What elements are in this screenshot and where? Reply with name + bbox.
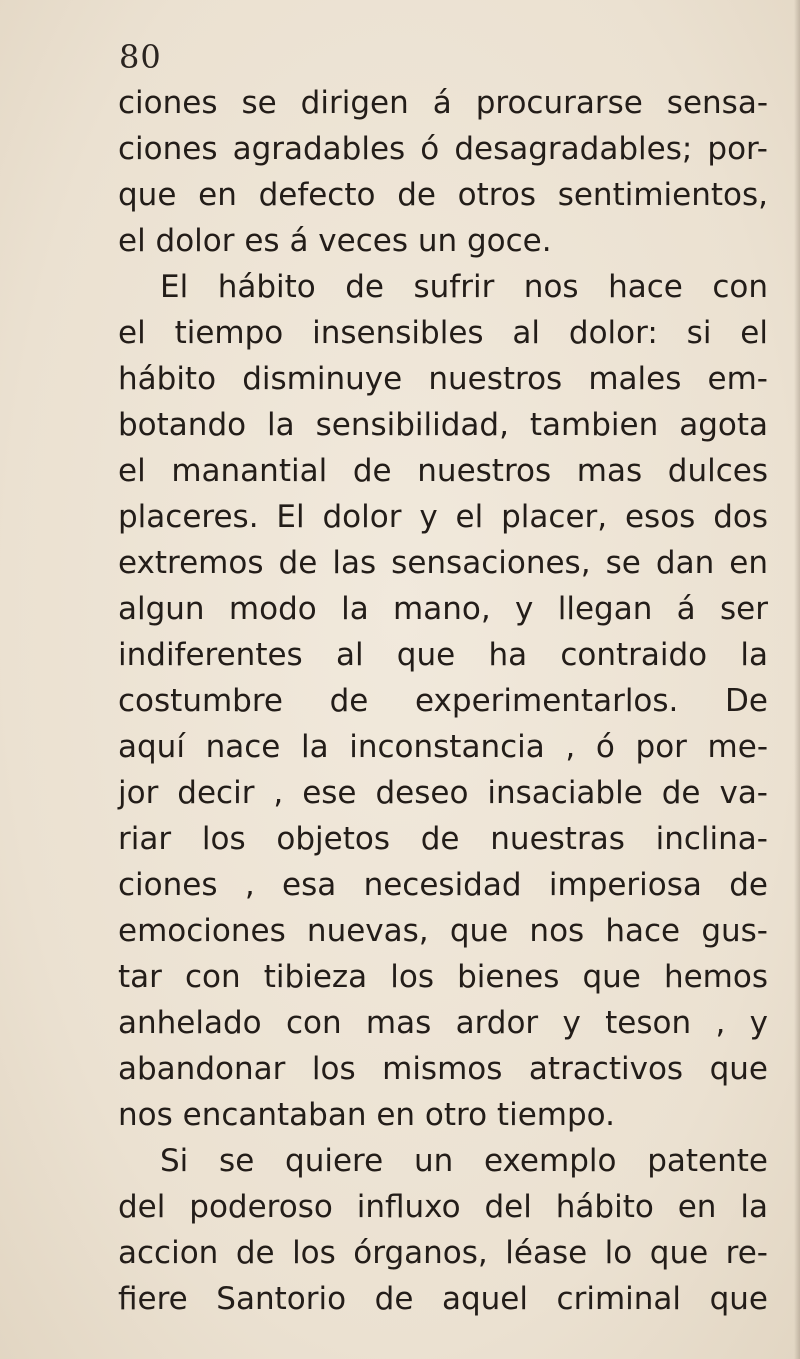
text-line: costumbre de experimentarlos. De <box>118 683 768 719</box>
text-line: tar con tibieza los bienes que hemos <box>118 959 768 995</box>
text-line: aquí nace la inconstancia , ó por me- <box>118 729 768 765</box>
text-line: hábito disminuye nuestros males em- <box>118 361 768 397</box>
text-line: El hábito de sufrir nos hace con <box>160 269 768 305</box>
text-line: extremos de las sensaciones, se dan en <box>118 545 768 581</box>
page-edge-shadow <box>794 0 800 1359</box>
text-line: fiere Santorio de aquel criminal que <box>118 1281 768 1317</box>
text-line: indiferentes al que ha contraido la <box>118 637 768 673</box>
text-line: el dolor es á veces un goce. <box>118 223 552 259</box>
text-line: que en defecto de otros sentimientos, <box>118 177 768 213</box>
text-line: ciones , esa necesidad imperiosa de <box>118 867 768 903</box>
text-line: ciones se dirigen á procurarse sensa- <box>118 85 768 121</box>
text-line: botando la sensibilidad, tambien agota <box>118 407 768 443</box>
text-line: riar los objetos de nuestras inclina- <box>118 821 768 857</box>
text-line: el manantial de nuestros mas dulces <box>118 453 768 489</box>
body-text <box>118 80 768 1322</box>
text-line: accion de los órganos, léase lo que re- <box>118 1235 768 1271</box>
text-line: nos encantaban en otro tiempo. <box>118 1097 615 1133</box>
text-line: el tiempo insensibles al dolor: si el <box>118 315 768 351</box>
text-line: emociones nuevas, que nos hace gus- <box>118 913 768 949</box>
text-line: ciones agradables ó desagradables; por- <box>118 131 768 167</box>
text-line: Si se quiere un exemplo patente <box>160 1143 768 1179</box>
text-line: anhelado con mas ardor y teson , y <box>118 1005 768 1041</box>
page-number: 80 <box>119 38 162 76</box>
text-line: abandonar los mismos atractivos que <box>118 1051 768 1087</box>
text-line: placeres. El dolor y el placer, esos dos <box>118 499 768 535</box>
text-line: algun modo la mano, y llegan á ser <box>118 591 768 627</box>
text-line: jor decir , ese deseo insaciable de va- <box>118 775 768 811</box>
text-line: del poderoso influxo del hábito en la <box>118 1189 768 1225</box>
